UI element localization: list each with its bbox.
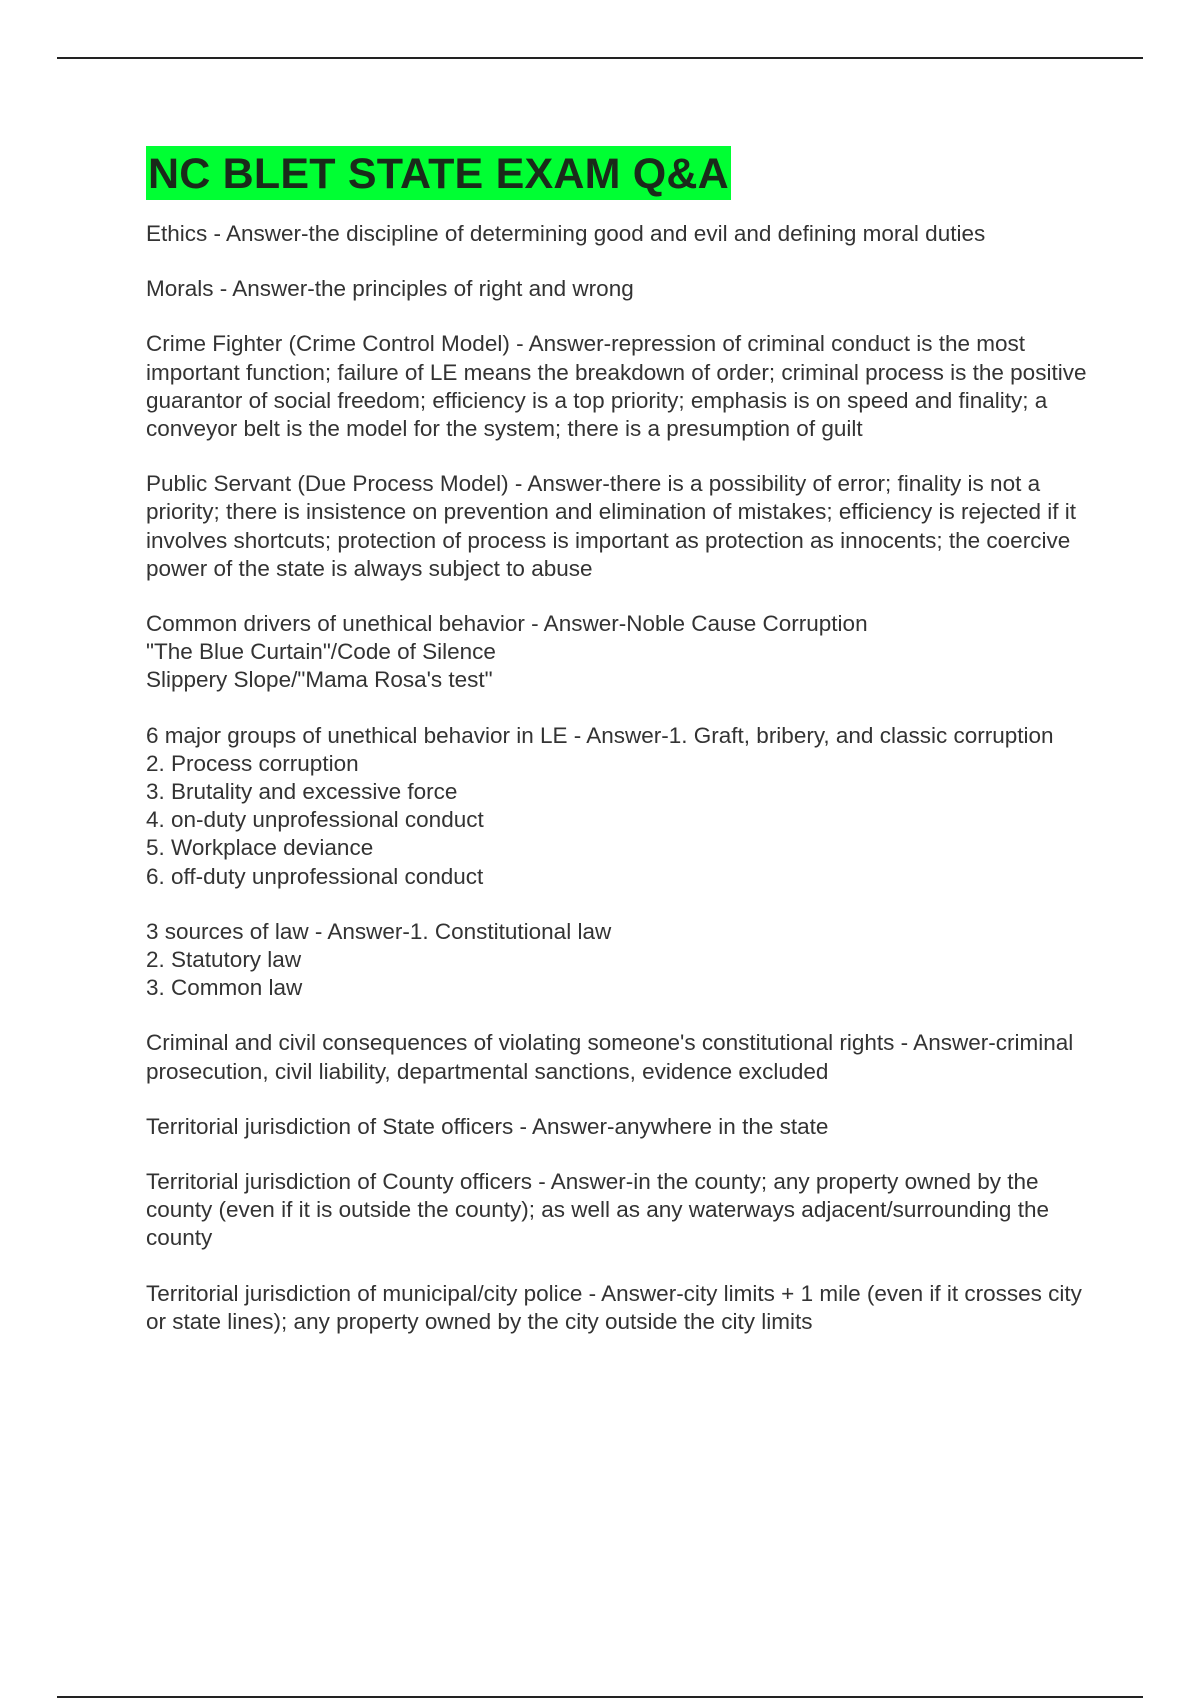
- top-rule: [57, 57, 1143, 59]
- qa-list: [146, 220, 1092, 1336]
- qa-entry-unethical-drivers: Common drivers of unethical behavior - Answer-Noble Cause Corruption "The Blue Curtain"/Code of Silence Slippery Slope/"Mama Rosa's test": [146, 611, 868, 693]
- qa-entry-morals: Morals - Answer-the principles of right and wrong: [146, 276, 634, 302]
- qa-entry-rights-violation-consequences: Criminal and civil consequences of violating someone's constitutional rights - Answer-criminal prosecution, civil liability, departmental sanctions, evidence excluded: [146, 1030, 1074, 1084]
- bottom-rule: [57, 1696, 1143, 1698]
- qa-entry-state-jurisdiction: Territorial jurisdiction of State officers - Answer-anywhere in the state: [146, 1113, 829, 1139]
- qa-entry-unethical-groups: 6 major groups of unethical behavior in LE - Answer-1. Graft, bribery, and classic corruption 2. Process corruption 3. Brutality and excessive force 4. on-duty unprofessional conduct 5. Workplace deviance 6. off-duty unprofessional conduct: [146, 722, 1054, 889]
- document-title: NC BLET STATE EXAM Q&A: [146, 146, 731, 200]
- qa-entry-crime-control-model: Crime Fighter (Crime Control Model) - Answer-repression of criminal conduct is the most important function; failure of LE means the breakdown of order; criminal process is the positive guarantor of social freedom; efficiency is a top priority; emphasis is on speed and finality; a conveyor belt is the model for the system; there is a presumption of guilt: [146, 331, 1087, 442]
- qa-entry-sources-of-law: 3 sources of law - Answer-1. Constitutional law 2. Statutory law 3. Common law: [146, 918, 612, 1001]
- qa-entry-county-jurisdiction: Territorial jurisdiction of County officers - Answer-in the county; any property owned by the county (even if it is outside the county); as well as any waterways adjacent/surrounding the county: [146, 1169, 1049, 1251]
- qa-entry-due-process-model: Public Servant (Due Process Model) - Answer-there is a possibility of error; finality is not a priority; there is insistence on prevention and elimination of mistakes; efficiency is rejected if it involves shortcuts; protection of process is important as protection as innocents; the coercive power of the state is always subject to abuse: [146, 471, 1077, 581]
- qa-entry-ethics: Ethics - Answer-the discipline of determining good and evil and defining moral duties: [146, 221, 986, 246]
- qa-entry-city-jurisdiction: Territorial jurisdiction of municipal/city police - Answer-city limits + 1 mile (even if it crosses city or state lines); any property owned by the city outside the city limits: [146, 1280, 1082, 1334]
- page-content: [146, 146, 1092, 1363]
